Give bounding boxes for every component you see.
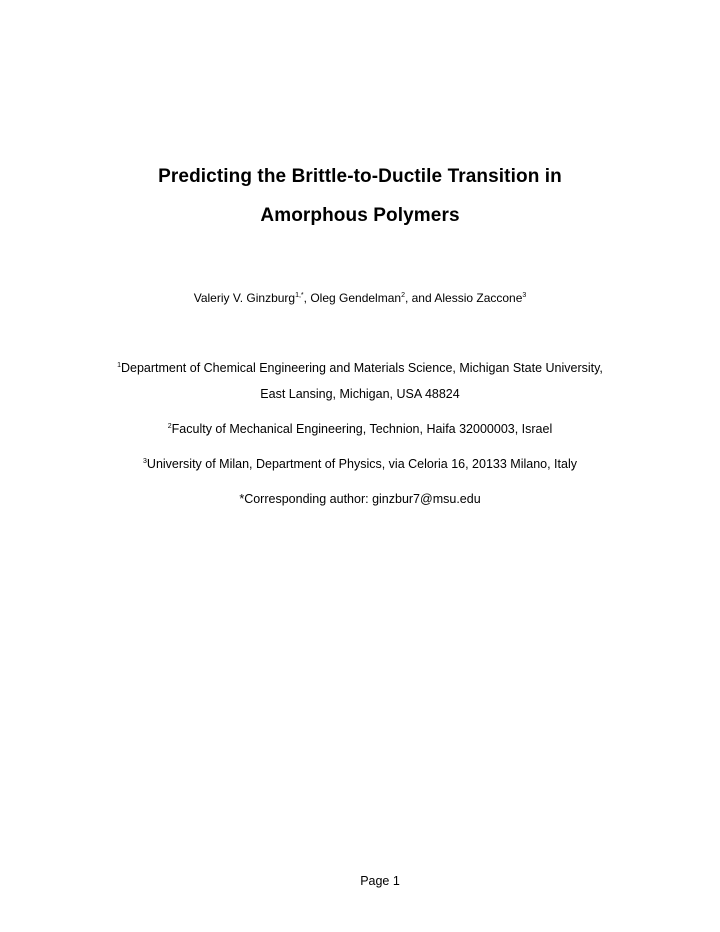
paper-title-line-1: Predicting the Brittle-to-Ductile Transition in xyxy=(158,166,562,187)
author-name: Oleg Gendelman xyxy=(310,291,402,305)
author-name: Valeriy V. Ginzburg xyxy=(193,291,296,305)
affiliation-text: Department of Chemical Engineering and Materials Science, Michigan State University, xyxy=(120,361,603,375)
affiliation-text: Faculty of Mechanical Engineering, Technion, Haifa 32000003, Israel xyxy=(171,422,553,436)
author-name: Alessio Zaccone xyxy=(434,291,523,305)
affiliation-2 xyxy=(0,422,720,436)
affiliation-text: University of Milan, Department of Physics, via Celoria 16, 20133 Milano, Italy xyxy=(146,457,577,471)
affiliation-3 xyxy=(0,457,720,471)
author-separator: , xyxy=(303,291,311,305)
affiliation-mark: 1 xyxy=(117,361,121,369)
author-affiliation-marks: 2 xyxy=(401,292,405,299)
affiliation-1-line-1 xyxy=(0,361,720,375)
affiliation-1-line-2: East Lansing, Michigan, USA 48824 xyxy=(260,387,460,401)
author-separator: , and xyxy=(404,291,435,305)
author-affiliation-marks: 1,* xyxy=(295,292,304,299)
affiliation-mark: 3 xyxy=(143,457,147,465)
corresponding-author: *Corresponding author: ginzbur7@msu.edu xyxy=(239,492,481,506)
page-number: Page 1 xyxy=(360,874,400,888)
affiliation-mark: 2 xyxy=(167,422,172,430)
author-list xyxy=(0,291,720,305)
author-affiliation-marks: 3 xyxy=(522,292,527,299)
paper-title-line-2: Amorphous Polymers xyxy=(260,205,460,226)
